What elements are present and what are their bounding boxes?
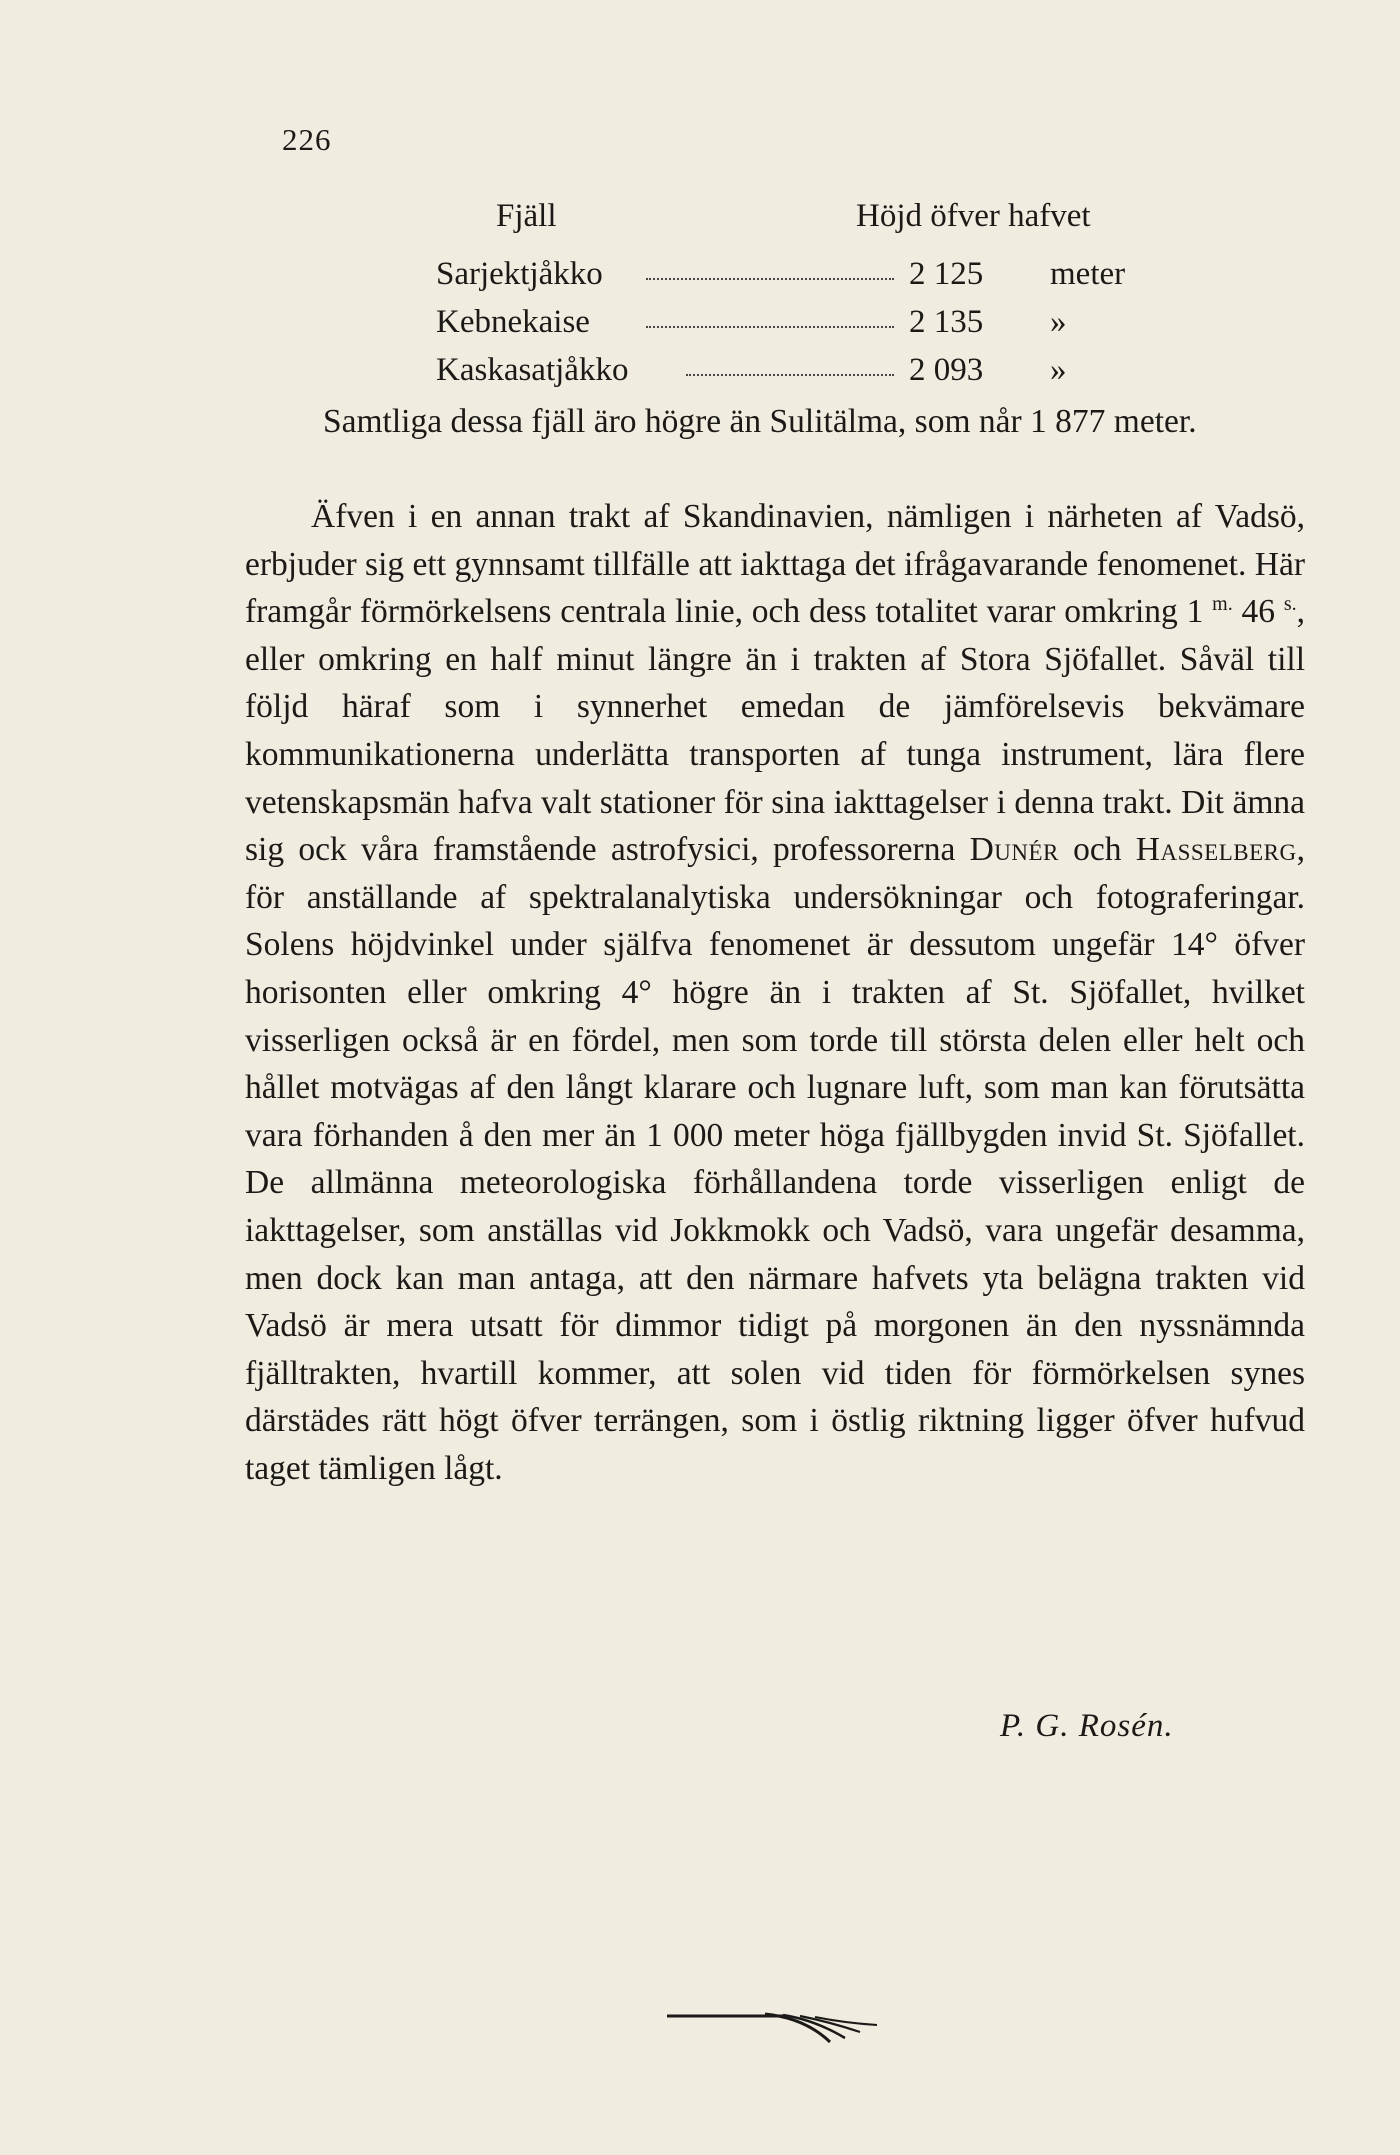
text-segment: 46 [1232,593,1284,631]
intro-text: Samtliga dessa fjäll äro högre än Sulitälma, som når 1 877 meter. [323,403,1197,440]
intro-paragraph [245,398,1305,446]
divider-ornament-icon [665,2008,885,2048]
column-header-mountain: Fjäll [496,198,557,234]
table-row [436,304,1067,341]
height-unit: » [1050,352,1067,388]
height-unit: » [1050,304,1067,340]
leader-dots [686,374,894,376]
height-value: 2 135 [909,304,984,340]
text-segment: Äfven i en annan trakt af Skandinavien, nämligen i närheten af Vadsö, erbjuder sig ett gynnsamt tillfälle att iakttaga det ifrågavarande fenomenet. Här framgår förmörkelsens centrala linie, och dess totalitet varar omkring 1 [245,498,1305,631]
height-unit: meter [1050,256,1126,292]
name-hasselberg: Hasselberg [1135,831,1297,869]
leader-dots [646,278,894,280]
main-text [245,493,1305,1492]
text-segment: och [1058,831,1136,869]
mountain-name: Sarjektjåkko [436,256,603,292]
column-header-height: Höjd öfver hafvet [856,198,1091,234]
table-row [436,352,1067,389]
main-paragraph [245,493,1305,1492]
height-value: 2 125 [909,256,984,292]
ornamental-divider [665,2008,885,2048]
page-number: 226 [282,122,332,157]
height-value: 2 093 [909,352,984,388]
text-segment: , eller omkring en half minut längre än i trakten af Stora Sjöfallet. Såväl till följd häraf som i synnerhet emedan de jämförelsevis bekvämare kommunikationerna underlätta transporten af tunga instrument, lära flere vetenskapsmän hafva valt stationer för sina iakttagelser i denna trakt. Dit ämna sig ock våra framstående astrofysici, professorerna [245,593,1305,869]
author-signature: P. G. Rosén. [1000,1708,1174,1744]
seconds-superscript: s. [1283,593,1297,616]
table-row [436,256,1126,293]
minutes-superscript: m. [1212,593,1233,616]
name-duner: Dunér [969,831,1059,869]
mountain-name: Kaskasatjåkko [436,352,629,388]
mountain-name: Kebnekaise [436,304,590,340]
text-segment: , för anställande af spektralanalytiska undersökningar och fotograferingar. Solens höjdvinkel under själfva fenomenet är dessutom ungefär 14° öfver horisonten eller omkring 4° högre än i trakten af St. Sjöfallet, hvilket visserligen också är en fördel, men som torde till största delen eller helt och hållet motvägas af den långt klarare och lugnare luft, som man kan förutsätta vara förhanden å den mer än 1 000 meter höga fjällbygden invid St. Sjöfallet. De allmänna meteorologiska förhållandena torde visserligen enligt de iakttagelser, som anställas vid Jokkmokk och Vadsö, vara ungefär desamma, men dock kan man antaga, att den närmare hafvets yta belägna trakten vid Vadsö är mera utsatt för dimmor tidigt på morgonen än den nyssnämnda fjälltrakten, hvartill kommer, att solen vid tiden för förmörkelsen synes därstädes rätt högt öfver terrängen, som i östlig riktning ligger öfver hufvud taget tämligen lågt. [245,831,1305,1487]
leader-dots [646,326,894,328]
